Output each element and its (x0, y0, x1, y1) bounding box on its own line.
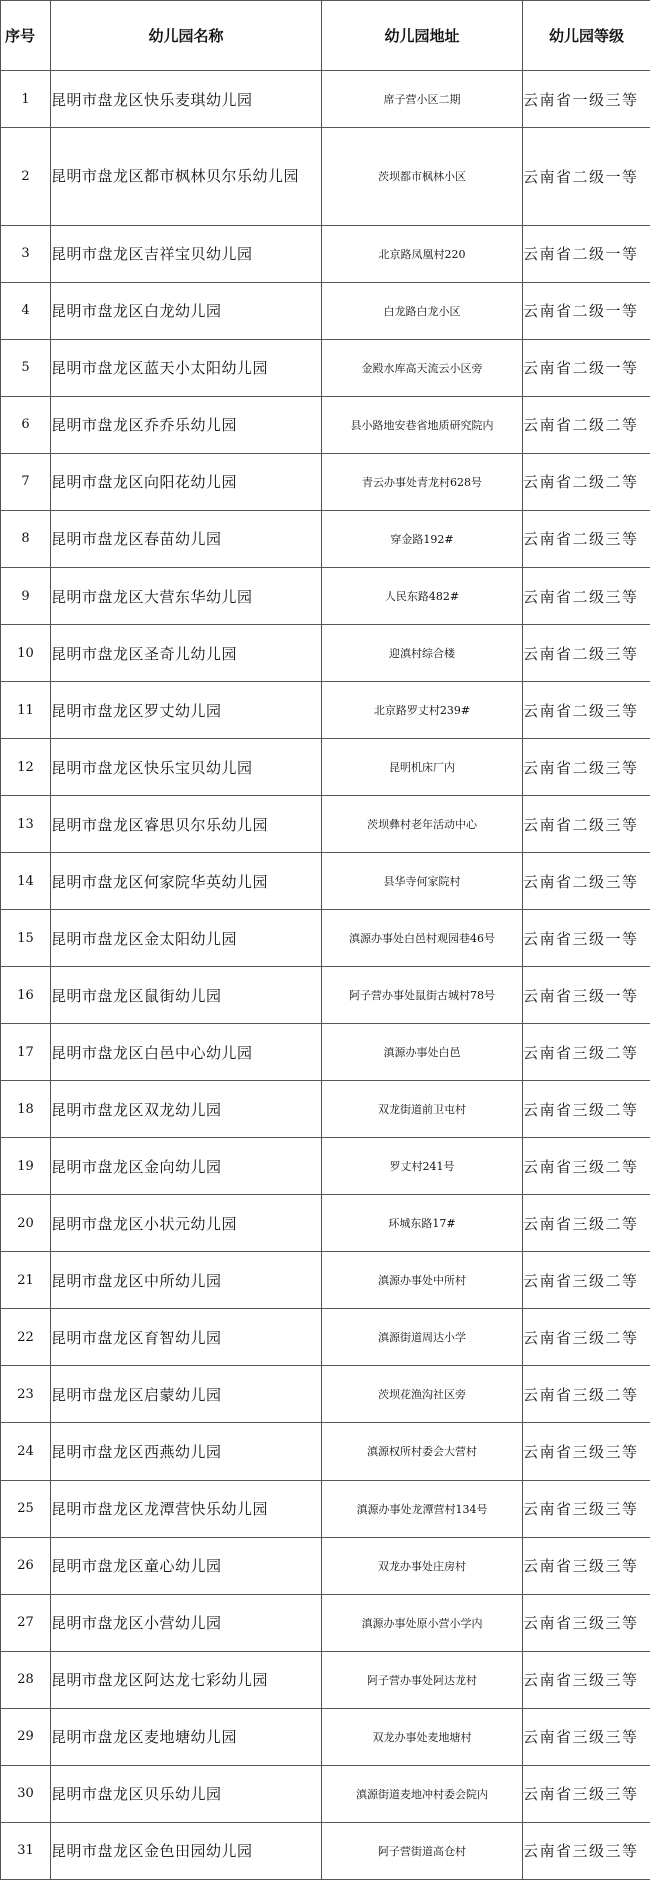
cell-name: 昆明市盘龙区鼠街幼儿园 (51, 967, 322, 1024)
cell-index: 13 (1, 796, 51, 853)
cell-grade: 云南省二级一等 (523, 128, 650, 226)
cell-name: 昆明市盘龙区麦地塘幼儿园 (51, 1708, 322, 1765)
table-row (1, 453, 650, 510)
table-row (1, 568, 650, 625)
cell-index: 23 (1, 1366, 51, 1423)
cell-grade: 云南省三级二等 (523, 1195, 650, 1252)
cell-index: 28 (1, 1651, 51, 1708)
cell-grade: 云南省二级三等 (523, 625, 650, 682)
cell-grade: 云南省二级三等 (523, 796, 650, 853)
cell-name: 昆明市盘龙区双龙幼儿园 (51, 1081, 322, 1138)
cell-address: 北京路罗丈村239# (322, 682, 523, 739)
cell-index: 26 (1, 1537, 51, 1594)
table-row (1, 1195, 650, 1252)
table-row (1, 1537, 650, 1594)
cell-name: 昆明市盘龙区罗丈幼儿园 (51, 682, 322, 739)
header-grade: 幼儿园等级 (523, 1, 650, 71)
cell-index: 9 (1, 568, 51, 625)
cell-grade: 云南省二级二等 (523, 453, 650, 510)
table-row (1, 1423, 650, 1480)
cell-name: 昆明市盘龙区启蒙幼儿园 (51, 1366, 322, 1423)
table-row (1, 1309, 650, 1366)
cell-index: 21 (1, 1252, 51, 1309)
cell-address: 滇源办事处白邑村观园巷46号 (322, 910, 523, 967)
cell-index: 3 (1, 225, 51, 282)
cell-address: 金殿水库高天流云小区旁 (322, 339, 523, 396)
cell-address: 县华寺何家院村 (322, 853, 523, 910)
cell-grade: 云南省三级三等 (523, 1423, 650, 1480)
table-row (1, 625, 650, 682)
cell-name: 昆明市盘龙区乔乔乐幼儿园 (51, 396, 322, 453)
cell-name: 昆明市盘龙区金色田园幼儿园 (51, 1822, 322, 1879)
cell-address: 青云办事处青龙村628号 (322, 453, 523, 510)
cell-address: 席子营小区二期 (322, 71, 523, 128)
cell-name: 昆明市盘龙区育智幼儿园 (51, 1309, 322, 1366)
table-row (1, 1765, 650, 1822)
cell-index: 29 (1, 1708, 51, 1765)
cell-address: 穿金路192# (322, 510, 523, 567)
cell-index: 5 (1, 339, 51, 396)
cell-name: 昆明市盘龙区快乐宝贝幼儿园 (51, 739, 322, 796)
table-row (1, 282, 650, 339)
table-row (1, 1252, 650, 1309)
cell-name: 昆明市盘龙区圣奇儿幼儿园 (51, 625, 322, 682)
table-row (1, 1822, 650, 1879)
cell-index: 22 (1, 1309, 51, 1366)
cell-grade: 云南省三级三等 (523, 1765, 650, 1822)
cell-grade: 云南省三级三等 (523, 1537, 650, 1594)
cell-name: 昆明市盘龙区蓝天小太阳幼儿园 (51, 339, 322, 396)
cell-index: 10 (1, 625, 51, 682)
cell-name: 昆明市盘龙区金向幼儿园 (51, 1138, 322, 1195)
cell-index: 19 (1, 1138, 51, 1195)
cell-address: 县小路地安巷省地质研究院内 (322, 396, 523, 453)
cell-name: 昆明市盘龙区西燕幼儿园 (51, 1423, 322, 1480)
cell-name: 昆明市盘龙区吉祥宝贝幼儿园 (51, 225, 322, 282)
cell-grade: 云南省三级一等 (523, 967, 650, 1024)
cell-address: 阿子营街道高仓村 (322, 1822, 523, 1879)
cell-address: 双龙办事处庄房村 (322, 1537, 523, 1594)
cell-address: 北京路凤凰村220 (322, 225, 523, 282)
cell-grade: 云南省三级二等 (523, 1024, 650, 1081)
cell-address: 阿子营办事处鼠街古城村78号 (322, 967, 523, 1024)
table-row (1, 1081, 650, 1138)
table-row (1, 853, 650, 910)
cell-index: 16 (1, 967, 51, 1024)
cell-grade: 云南省二级三等 (523, 853, 650, 910)
cell-address: 阿子营办事处阿达龙村 (322, 1651, 523, 1708)
cell-address: 茨坝花渔沟社区旁 (322, 1366, 523, 1423)
cell-index: 15 (1, 910, 51, 967)
cell-address: 茨坝彝村老年活动中心 (322, 796, 523, 853)
table-row (1, 1594, 650, 1651)
cell-name: 昆明市盘龙区童心幼儿园 (51, 1537, 322, 1594)
cell-address: 滇源办事处龙潭营村134号 (322, 1480, 523, 1537)
cell-index: 8 (1, 510, 51, 567)
table-row (1, 510, 650, 567)
cell-index: 7 (1, 453, 51, 510)
cell-name: 昆明市盘龙区贝乐幼儿园 (51, 1765, 322, 1822)
cell-address: 滇源街道麦地冲村委会院内 (322, 1765, 523, 1822)
table-row (1, 1366, 650, 1423)
cell-grade: 云南省二级三等 (523, 739, 650, 796)
cell-address: 罗丈村241号 (322, 1138, 523, 1195)
cell-address: 茨坝都市枫林小区 (322, 128, 523, 226)
cell-grade: 云南省二级三等 (523, 682, 650, 739)
cell-address: 滇源权所村委会大营村 (322, 1423, 523, 1480)
cell-grade: 云南省三级三等 (523, 1651, 650, 1708)
cell-name: 昆明市盘龙区大营东华幼儿园 (51, 568, 322, 625)
cell-address: 双龙办事处麦地塘村 (322, 1708, 523, 1765)
cell-index: 4 (1, 282, 51, 339)
table-row (1, 910, 650, 967)
cell-name: 昆明市盘龙区春苗幼儿园 (51, 510, 322, 567)
table-row (1, 339, 650, 396)
cell-grade: 云南省二级一等 (523, 282, 650, 339)
cell-index: 6 (1, 396, 51, 453)
cell-index: 27 (1, 1594, 51, 1651)
cell-grade: 云南省二级三等 (523, 510, 650, 567)
cell-address: 滇源办事处原小营小学内 (322, 1594, 523, 1651)
cell-index: 17 (1, 1024, 51, 1081)
cell-index: 30 (1, 1765, 51, 1822)
table-header-row (1, 1, 650, 71)
cell-grade: 云南省三级一等 (523, 910, 650, 967)
cell-index: 1 (1, 71, 51, 128)
table-row (1, 682, 650, 739)
cell-index: 18 (1, 1081, 51, 1138)
cell-address: 迎滇村综合楼 (322, 625, 523, 682)
table-row (1, 1024, 650, 1081)
cell-index: 31 (1, 1822, 51, 1879)
cell-address: 滇源街道周达小学 (322, 1309, 523, 1366)
cell-name: 昆明市盘龙区金太阳幼儿园 (51, 910, 322, 967)
table-row (1, 1708, 650, 1765)
cell-address: 昆明机床厂内 (322, 739, 523, 796)
cell-name: 昆明市盘龙区快乐麦琪幼儿园 (51, 71, 322, 128)
cell-name: 昆明市盘龙区向阳花幼儿园 (51, 453, 322, 510)
cell-name: 昆明市盘龙区白龙幼儿园 (51, 282, 322, 339)
cell-address: 人民东路482# (322, 568, 523, 625)
table-row (1, 225, 650, 282)
cell-grade: 云南省三级三等 (523, 1822, 650, 1879)
cell-address: 滇源办事处白邑 (322, 1024, 523, 1081)
cell-grade: 云南省三级三等 (523, 1594, 650, 1651)
cell-grade: 云南省三级三等 (523, 1708, 650, 1765)
header-name: 幼儿园名称 (51, 1, 322, 71)
cell-grade: 云南省二级一等 (523, 339, 650, 396)
cell-name: 昆明市盘龙区睿思贝尔乐幼儿园 (51, 796, 322, 853)
cell-name: 昆明市盘龙区中所幼儿园 (51, 1252, 322, 1309)
table-row (1, 396, 650, 453)
table-row (1, 1480, 650, 1537)
cell-grade: 云南省二级一等 (523, 225, 650, 282)
cell-index: 11 (1, 682, 51, 739)
header-index: 序号 (1, 1, 51, 71)
cell-address: 双龙街道前卫屯村 (322, 1081, 523, 1138)
cell-grade: 云南省一级三等 (523, 71, 650, 128)
cell-name: 昆明市盘龙区龙潭营快乐幼儿园 (51, 1480, 322, 1537)
cell-grade: 云南省三级二等 (523, 1366, 650, 1423)
cell-index: 24 (1, 1423, 51, 1480)
table-row (1, 1138, 650, 1195)
cell-grade: 云南省二级三等 (523, 568, 650, 625)
cell-grade: 云南省三级二等 (523, 1309, 650, 1366)
cell-name: 昆明市盘龙区都市枫林贝尔乐幼儿园 (51, 128, 322, 226)
cell-grade: 云南省二级二等 (523, 396, 650, 453)
cell-index: 20 (1, 1195, 51, 1252)
cell-name: 昆明市盘龙区阿达龙七彩幼儿园 (51, 1651, 322, 1708)
cell-grade: 云南省三级三等 (523, 1480, 650, 1537)
cell-address: 滇源办事处中所村 (322, 1252, 523, 1309)
cell-name: 昆明市盘龙区何家院华英幼儿园 (51, 853, 322, 910)
header-address: 幼儿园地址 (322, 1, 523, 71)
cell-index: 2 (1, 128, 51, 226)
cell-address: 环城东路17# (322, 1195, 523, 1252)
table-row (1, 796, 650, 853)
table-row (1, 967, 650, 1024)
cell-index: 14 (1, 853, 51, 910)
cell-grade: 云南省三级二等 (523, 1081, 650, 1138)
cell-name: 昆明市盘龙区小状元幼儿园 (51, 1195, 322, 1252)
cell-index: 25 (1, 1480, 51, 1537)
table-row (1, 739, 650, 796)
cell-name: 昆明市盘龙区白邑中心幼儿园 (51, 1024, 322, 1081)
table-row (1, 128, 650, 226)
cell-index: 12 (1, 739, 51, 796)
table-row (1, 1651, 650, 1708)
cell-address: 白龙路白龙小区 (322, 282, 523, 339)
cell-grade: 云南省三级二等 (523, 1252, 650, 1309)
cell-name: 昆明市盘龙区小营幼儿园 (51, 1594, 322, 1651)
cell-grade: 云南省三级二等 (523, 1138, 650, 1195)
table-row (1, 71, 650, 128)
